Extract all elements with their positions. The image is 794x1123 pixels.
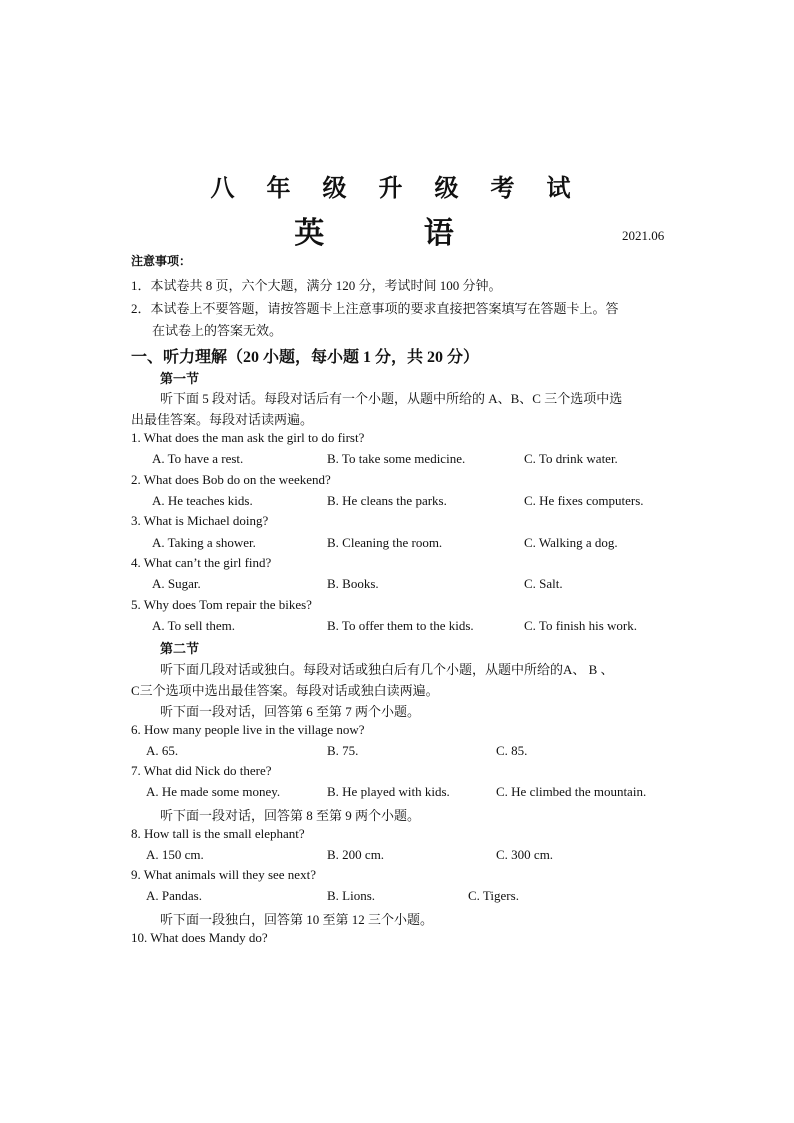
q9-option-a: A. Pandas. bbox=[146, 888, 202, 903]
question-1: 1. What does the man ask the girl to do first? bbox=[131, 430, 365, 445]
exam-date: 2021.06 bbox=[622, 228, 665, 243]
q5-option-a: A. To sell them. bbox=[152, 618, 235, 633]
question-8: 8. How tall is the small elephant? bbox=[131, 826, 305, 841]
part1-heading: 一、听力理解（20 小题，每小题 1 分，共 20 分） bbox=[131, 349, 480, 366]
question-6: 6. How many people live in the village now? bbox=[131, 722, 365, 737]
q1-option-b: B. To take some medicine. bbox=[327, 451, 466, 466]
question-4: 4. What can’t the girl find? bbox=[131, 555, 272, 570]
section1-label: 第一节 bbox=[160, 371, 200, 386]
q3-option-b: B. Cleaning the room. bbox=[327, 535, 443, 550]
section1-instruction-2: 出最佳答案。每段对话读两遍。 bbox=[131, 412, 314, 427]
notes-heading: 注意事项： bbox=[131, 254, 192, 268]
q4-option-a: A. Sugar. bbox=[152, 576, 201, 591]
q7-option-a: A. He made some money. bbox=[146, 784, 281, 799]
sub-instruction-q6-q7: 听下面一段对话，回答第 6 至第 7 两个小题。 bbox=[160, 704, 421, 719]
sub-instruction-q8-q9: 听下面一段对话，回答第 8 至第 9 两个小题。 bbox=[160, 808, 421, 823]
question-2: 2. What does Bob do on the weekend? bbox=[131, 472, 331, 487]
exam-title: 八 年 级 升 级 考 试 bbox=[210, 176, 584, 202]
q1-option-a: A. To have a rest. bbox=[152, 451, 244, 466]
q5-option-c: C. To finish his work. bbox=[524, 618, 637, 633]
section2-instruction-1: 听下面几段对话或独白。每段对话或独白后有几个小题，从题中所给的A、 B 、 bbox=[160, 662, 614, 677]
q8-option-b: B. 200 cm. bbox=[327, 847, 385, 862]
q5-option-b: B. To offer them to the kids. bbox=[327, 618, 474, 633]
q2-option-b: B. He cleans the parks. bbox=[327, 493, 447, 508]
q8-option-c: C. 300 cm. bbox=[496, 847, 554, 862]
sub-instruction-q10-q12: 听下面一段独白，回答第 10 至第 12 三个小题。 bbox=[160, 912, 434, 927]
q8-option-a: A. 150 cm. bbox=[146, 847, 204, 862]
q9-option-c: C. Tigers. bbox=[468, 888, 519, 903]
question-9: 9. What animals will they see next? bbox=[131, 867, 316, 882]
q3-option-c: C. Walking a dog. bbox=[524, 535, 618, 550]
q6-option-c: C. 85. bbox=[496, 743, 528, 758]
note-item-1: 1．本试卷共 8 页，六个大题，满分 120 分，考试时间 100 分钟。 bbox=[131, 278, 502, 293]
section2-instruction-2: C三个选项中选出最佳答案。每段对话或独白读两遍。 bbox=[131, 683, 439, 698]
note-item-2-cont: 在试卷上的答案无效。 bbox=[152, 323, 283, 338]
question-5: 5. Why does Tom repair the bikes? bbox=[131, 597, 312, 612]
note-item-2: 2．本试卷上不要答题，请按答题卡上注意事项的要求直接把答案填写在答题卡上。答 bbox=[131, 301, 619, 316]
q4-option-b: B. Books. bbox=[327, 576, 379, 591]
question-3: 3. What is Michael doing? bbox=[131, 513, 269, 528]
q7-option-b: B. He played with kids. bbox=[327, 784, 450, 799]
q6-option-a: A. 65. bbox=[146, 743, 179, 758]
q1-option-c: C. To drink water. bbox=[524, 451, 618, 466]
q2-option-a: A. He teaches kids. bbox=[152, 493, 253, 508]
q9-option-b: B. Lions. bbox=[327, 888, 376, 903]
q3-option-a: A. Taking a shower. bbox=[152, 535, 256, 550]
question-10: 10. What does Mandy do? bbox=[131, 930, 268, 945]
subject-title: 英 语 bbox=[294, 217, 500, 250]
q4-option-c: C. Salt. bbox=[524, 576, 563, 591]
q6-option-b: B. 75. bbox=[327, 743, 359, 758]
section2-label: 第二节 bbox=[160, 641, 200, 656]
q2-option-c: C. He fixes computers. bbox=[524, 493, 644, 508]
q7-option-c: C. He climbed the mountain. bbox=[496, 784, 647, 799]
question-7: 7. What did Nick do there? bbox=[131, 763, 272, 778]
section1-instruction-1: 听下面 5 段对话。每段对话后有一个小题，从题中所给的 A、B、C 三个选项中选 bbox=[160, 391, 623, 406]
